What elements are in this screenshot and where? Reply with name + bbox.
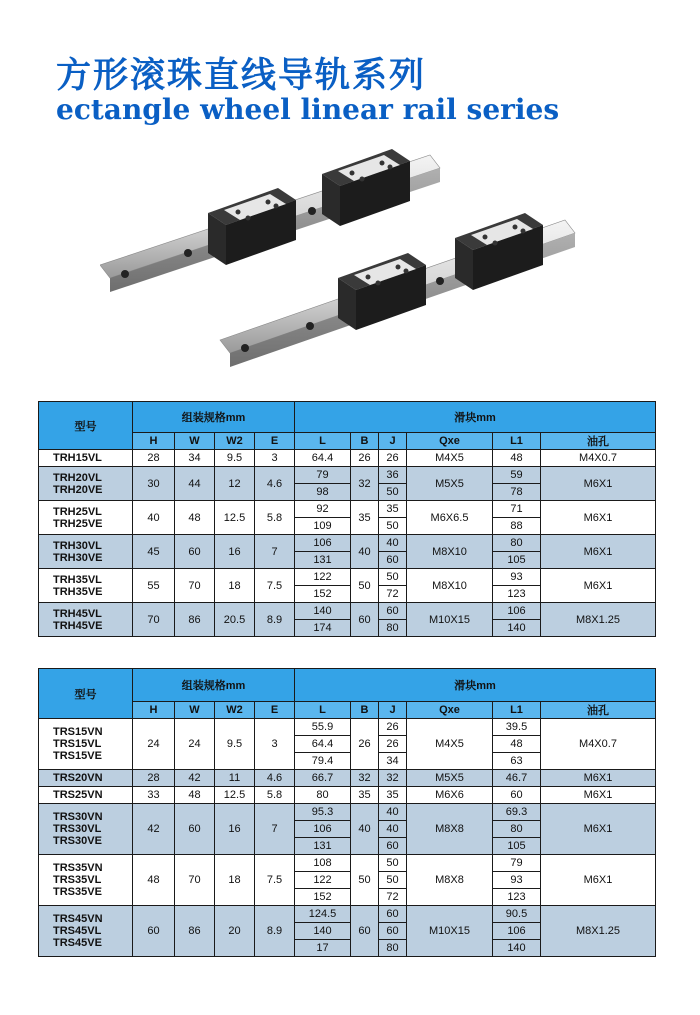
cell-w2: 20.5	[215, 603, 255, 637]
cell-l: 122	[295, 872, 351, 889]
table-row	[39, 719, 656, 736]
header-col-l1: L1	[493, 433, 541, 450]
cell-l1: 123	[493, 889, 541, 906]
cell-e: 4.6	[255, 467, 295, 501]
cell-l1: 63	[493, 753, 541, 770]
cell-l1: 105	[493, 552, 541, 569]
header-col-b: B	[351, 702, 379, 719]
cell-j: 50	[379, 855, 407, 872]
model-name: TRH35VE	[53, 585, 103, 598]
cell-l1: 140	[493, 620, 541, 637]
cell-j: 50	[379, 569, 407, 586]
cell-w2: 12	[215, 467, 255, 501]
cell-h: 28	[133, 450, 175, 467]
model-cell	[39, 770, 133, 787]
cell-l1: 90.5	[493, 906, 541, 923]
header-col-w: W	[175, 702, 215, 719]
cell-h: 24	[133, 719, 175, 770]
cell-oil-hole: M6X1	[541, 569, 656, 603]
header-col-qxe: Qxe	[407, 433, 493, 450]
cell-w: 70	[175, 569, 215, 603]
cell-w2: 20	[215, 906, 255, 957]
cell-l1: 69.3	[493, 804, 541, 821]
cell-h: 40	[133, 501, 175, 535]
cell-w: 48	[175, 501, 215, 535]
table-row	[39, 450, 656, 467]
model-name: TRS20VN	[53, 772, 103, 784]
header-col-e: E	[255, 702, 295, 719]
cell-oil-hole: M4X0.7	[541, 719, 656, 770]
header-col-oil-hole: 油孔	[541, 433, 656, 450]
cell-b: 40	[351, 535, 379, 569]
cell-l1: 88	[493, 518, 541, 535]
cell-w: 86	[175, 906, 215, 957]
cell-l1: 71	[493, 501, 541, 518]
cell-l: 79.4	[295, 753, 351, 770]
table-row	[39, 535, 656, 552]
cell-l1: 78	[493, 484, 541, 501]
cell-h: 60	[133, 906, 175, 957]
cell-l: 140	[295, 603, 351, 620]
table-row	[39, 804, 656, 821]
cell-qxe: M10X15	[407, 906, 493, 957]
page-title-chinese: 方形滚珠直线导轨系列	[56, 56, 427, 96]
cell-j: 80	[379, 940, 407, 957]
header-model: 型号	[39, 402, 133, 450]
cell-qxe: M10X15	[407, 603, 493, 637]
cell-h: 45	[133, 535, 175, 569]
model-name: TRS35VN	[53, 862, 103, 874]
cell-l: 131	[295, 838, 351, 855]
cell-l: 106	[295, 535, 351, 552]
cell-e: 5.8	[255, 787, 295, 804]
cell-l: 152	[295, 586, 351, 603]
cell-w: 34	[175, 450, 215, 467]
cell-l: 109	[295, 518, 351, 535]
cell-h: 33	[133, 787, 175, 804]
table-row	[39, 770, 656, 787]
cell-l1: 106	[493, 603, 541, 620]
cell-b: 60	[351, 603, 379, 637]
table-row	[39, 603, 656, 620]
header-col-w: W	[175, 433, 215, 450]
cell-e: 7.5	[255, 569, 295, 603]
cell-l: 106	[295, 821, 351, 838]
cell-oil-hole: M6X1	[541, 855, 656, 906]
cell-j: 35	[379, 501, 407, 518]
cell-oil-hole: M8X1.25	[541, 603, 656, 637]
linear-rail-product-photo	[100, 140, 600, 380]
cell-j: 60	[379, 923, 407, 940]
cell-j: 40	[379, 535, 407, 552]
table-row	[39, 467, 656, 484]
cell-e: 7	[255, 804, 295, 855]
cell-w: 48	[175, 787, 215, 804]
cell-w2: 12.5	[215, 501, 255, 535]
cell-j: 40	[379, 821, 407, 838]
cell-l1: 48	[493, 450, 541, 467]
cell-l: 152	[295, 889, 351, 906]
cell-b: 50	[351, 855, 379, 906]
cell-oil-hole: M6X1	[541, 787, 656, 804]
cell-oil-hole: M6X1	[541, 770, 656, 787]
cell-j: 60	[379, 603, 407, 620]
cell-j: 50	[379, 872, 407, 889]
header-col-l: L	[295, 433, 351, 450]
header-assembly: 组装规格mm	[133, 402, 295, 433]
cell-e: 3	[255, 719, 295, 770]
cell-l: 98	[295, 484, 351, 501]
model-name: TRH20VL	[53, 471, 102, 484]
cell-j: 32	[379, 770, 407, 787]
model-name: TRH20VE	[53, 483, 103, 496]
cell-qxe: M8X8	[407, 855, 493, 906]
cell-l1: 79	[493, 855, 541, 872]
cell-l: 122	[295, 569, 351, 586]
header-col-l1: L1	[493, 702, 541, 719]
model-name: TRS45VE	[53, 937, 102, 949]
cell-l1: 80	[493, 821, 541, 838]
model-name: TRH45VE	[53, 619, 103, 632]
header-col-h: H	[133, 702, 175, 719]
cell-l: 66.7	[295, 770, 351, 787]
model-name: TRS15VE	[53, 750, 102, 762]
cell-j: 60	[379, 552, 407, 569]
spec-table-trh	[38, 401, 656, 637]
cell-w: 44	[175, 467, 215, 501]
cell-j: 50	[379, 484, 407, 501]
cell-l1: 60	[493, 787, 541, 804]
cell-oil-hole: M6X1	[541, 467, 656, 501]
cell-l1: 106	[493, 923, 541, 940]
spec-table-trs	[38, 668, 656, 957]
cell-qxe: M6X6	[407, 787, 493, 804]
cell-b: 35	[351, 501, 379, 535]
cell-qxe: M8X8	[407, 804, 493, 855]
model-name: TRH30VE	[53, 551, 103, 564]
cell-l1: 105	[493, 838, 541, 855]
cell-w2: 16	[215, 804, 255, 855]
model-name: TRH25VE	[53, 517, 103, 530]
cell-qxe: M6X6.5	[407, 501, 493, 535]
cell-h: 55	[133, 569, 175, 603]
cell-l1: 140	[493, 940, 541, 957]
cell-l1: 80	[493, 535, 541, 552]
table-row	[39, 855, 656, 872]
cell-oil-hole: M6X1	[541, 535, 656, 569]
header-col-oil-hole: 油孔	[541, 702, 656, 719]
cell-l1: 46.7	[493, 770, 541, 787]
cell-h: 30	[133, 467, 175, 501]
cell-qxe: M8X10	[407, 569, 493, 603]
cell-b: 26	[351, 719, 379, 770]
header-assembly: 组装规格mm	[133, 669, 295, 702]
cell-l: 131	[295, 552, 351, 569]
cell-l1: 93	[493, 872, 541, 889]
model-name: TRS45VL	[53, 925, 102, 937]
header-col-qxe: Qxe	[407, 702, 493, 719]
cell-b: 32	[351, 770, 379, 787]
model-name: TRS35VL	[53, 874, 102, 886]
model-name: TRS15VN	[53, 726, 103, 738]
cell-qxe: M5X5	[407, 467, 493, 501]
cell-e: 4.6	[255, 770, 295, 787]
header-model: 型号	[39, 669, 133, 719]
cell-j: 26	[379, 719, 407, 736]
cell-w2: 9.5	[215, 719, 255, 770]
cell-qxe: M5X5	[407, 770, 493, 787]
model-name: TRS45VN	[53, 913, 103, 925]
model-name: TRS15VL	[53, 738, 102, 750]
cell-qxe: M8X10	[407, 535, 493, 569]
model-cell	[39, 603, 133, 637]
cell-e: 8.9	[255, 906, 295, 957]
cell-l: 124.5	[295, 906, 351, 923]
cell-l: 17	[295, 940, 351, 957]
header-col-h: H	[133, 433, 175, 450]
cell-w2: 11	[215, 770, 255, 787]
cell-j: 60	[379, 838, 407, 855]
cell-j: 40	[379, 804, 407, 821]
cell-l: 79	[295, 467, 351, 484]
cell-j: 50	[379, 518, 407, 535]
cell-j: 80	[379, 620, 407, 637]
model-name: TRS25VN	[53, 789, 103, 801]
cell-oil-hole: M4X0.7	[541, 450, 656, 467]
cell-oil-hole: M8X1.25	[541, 906, 656, 957]
model-cell	[39, 787, 133, 804]
cell-b: 26	[351, 450, 379, 467]
model-cell	[39, 467, 133, 501]
cell-b: 35	[351, 787, 379, 804]
model-cell	[39, 450, 133, 467]
cell-w: 86	[175, 603, 215, 637]
cell-l: 64.4	[295, 736, 351, 753]
cell-w: 60	[175, 535, 215, 569]
header-col-b: B	[351, 433, 379, 450]
model-name: TRS30VE	[53, 835, 102, 847]
cell-w2: 18	[215, 855, 255, 906]
model-name: TRH15VL	[53, 452, 102, 464]
cell-l: 95.3	[295, 804, 351, 821]
model-name: TRH25VL	[53, 505, 102, 518]
model-cell	[39, 804, 133, 855]
cell-h: 42	[133, 804, 175, 855]
cell-e: 3	[255, 450, 295, 467]
cell-b: 50	[351, 569, 379, 603]
cell-h: 28	[133, 770, 175, 787]
cell-b: 32	[351, 467, 379, 501]
cell-h: 70	[133, 603, 175, 637]
header-col-w2: W2	[215, 702, 255, 719]
header-col-j: J	[379, 702, 407, 719]
model-cell	[39, 501, 133, 535]
cell-e: 5.8	[255, 501, 295, 535]
model-name: TRH30VL	[53, 539, 102, 552]
header-col-l: L	[295, 702, 351, 719]
table-row	[39, 787, 656, 804]
cell-qxe: M4X5	[407, 719, 493, 770]
model-cell	[39, 855, 133, 906]
cell-w: 24	[175, 719, 215, 770]
cell-l: 174	[295, 620, 351, 637]
cell-e: 8.9	[255, 603, 295, 637]
page-title-english: ectangle wheel linear rail series	[56, 93, 560, 126]
cell-qxe: M4X5	[407, 450, 493, 467]
cell-l: 140	[295, 923, 351, 940]
cell-w: 60	[175, 804, 215, 855]
cell-l1: 59	[493, 467, 541, 484]
cell-h: 48	[133, 855, 175, 906]
cell-l1: 48	[493, 736, 541, 753]
cell-l: 92	[295, 501, 351, 518]
model-cell	[39, 569, 133, 603]
cell-b: 40	[351, 804, 379, 855]
model-name: TRS35VE	[53, 886, 102, 898]
table-row	[39, 501, 656, 518]
cell-w2: 9.5	[215, 450, 255, 467]
cell-j: 35	[379, 787, 407, 804]
cell-w: 70	[175, 855, 215, 906]
cell-j: 26	[379, 450, 407, 467]
table-row	[39, 906, 656, 923]
cell-l: 80	[295, 787, 351, 804]
model-cell	[39, 906, 133, 957]
header-block: 滑块mm	[295, 402, 656, 433]
model-cell	[39, 535, 133, 569]
model-cell	[39, 719, 133, 770]
cell-e: 7.5	[255, 855, 295, 906]
cell-oil-hole: M6X1	[541, 804, 656, 855]
model-name: TRS30VL	[53, 823, 102, 835]
cell-w: 42	[175, 770, 215, 787]
cell-e: 7	[255, 535, 295, 569]
cell-j: 72	[379, 889, 407, 906]
cell-j: 72	[379, 586, 407, 603]
cell-j: 26	[379, 736, 407, 753]
cell-l: 55.9	[295, 719, 351, 736]
header-col-j: J	[379, 433, 407, 450]
cell-j: 34	[379, 753, 407, 770]
model-name: TRH45VL	[53, 607, 102, 620]
cell-j: 36	[379, 467, 407, 484]
table-row	[39, 569, 656, 586]
cell-l1: 39.5	[493, 719, 541, 736]
cell-l: 108	[295, 855, 351, 872]
model-name: TRS30VN	[53, 811, 103, 823]
header-col-e: E	[255, 433, 295, 450]
header-block: 滑块mm	[295, 669, 656, 702]
cell-l: 64.4	[295, 450, 351, 467]
cell-w2: 16	[215, 535, 255, 569]
header-col-w2: W2	[215, 433, 255, 450]
cell-b: 60	[351, 906, 379, 957]
cell-w2: 18	[215, 569, 255, 603]
cell-l1: 93	[493, 569, 541, 586]
cell-j: 60	[379, 906, 407, 923]
cell-w2: 12.5	[215, 787, 255, 804]
cell-l1: 123	[493, 586, 541, 603]
cell-oil-hole: M6X1	[541, 501, 656, 535]
model-name: TRH35VL	[53, 573, 102, 586]
